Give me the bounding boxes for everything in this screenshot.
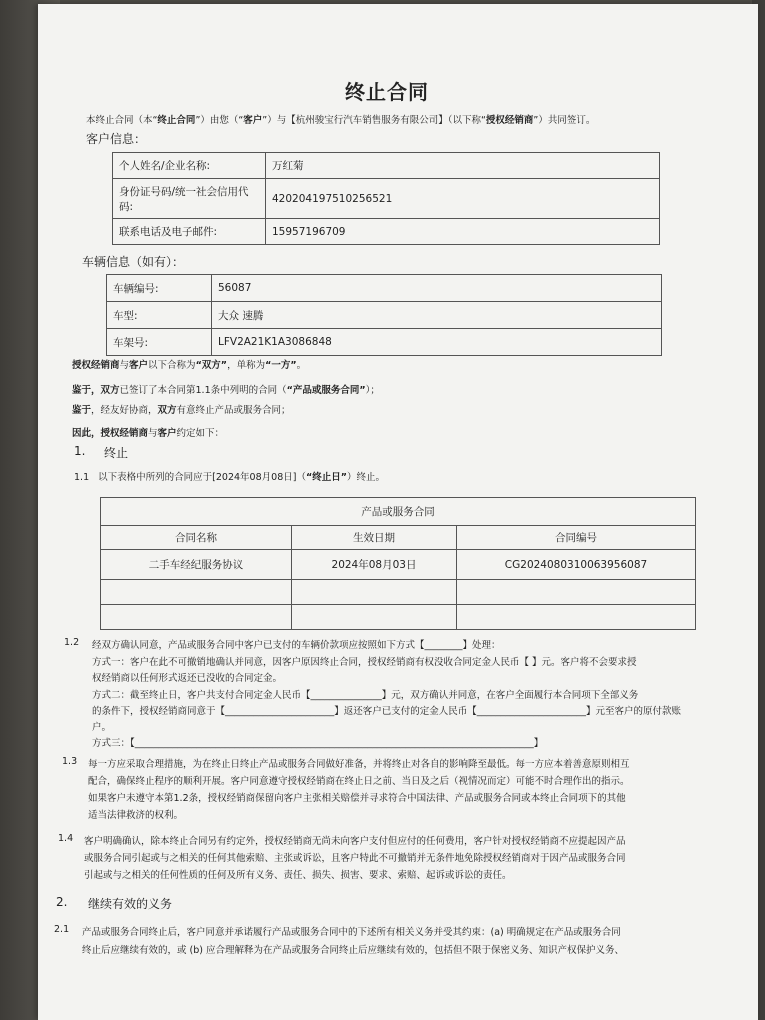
clause-1-3-number: 1.3	[62, 756, 78, 767]
clause-1-2-line: 方式三：【____________________________________________________________________________________】	[92, 738, 544, 749]
contract-name-cell: 二手车经纪服务协议	[101, 550, 292, 580]
clause-2-1-line: 终止后应继续有效的，或 (b) 应合理解释为在产品或服务合同终止后应继续有效的，包括但不限于保密义务、知识产权保护义务、	[82, 945, 624, 956]
contract-table-caption-row	[101, 498, 696, 526]
vehicle-value: LFV2A21K1A3086848	[212, 329, 662, 356]
clause-1-1: 1.1 以下表格中所列的合同应于[2024年08月08日]（“终止日”）终止。	[74, 472, 385, 483]
parties-line-4: 因此，授权经销商与客户约定如下：	[72, 428, 225, 439]
customer-label: 身份证号码/统一社会信用代码:	[113, 179, 266, 219]
contract-name-cell	[101, 605, 292, 630]
clause-1-2-line: 方式一：客户在此不可撤销地确认并同意，因客户原因终止合同，授权经销商有权没收合同定金人民币【 】元。客户将不会要求授	[92, 657, 637, 668]
customer-value: 420204197510256521	[266, 179, 660, 219]
header-effective-date: 生效日期	[292, 526, 457, 550]
header-contract-number: 合同编号	[457, 526, 696, 550]
customer-row	[113, 153, 660, 179]
vehicle-heading: 车辆信息（如有）：	[82, 255, 185, 269]
customer-row	[113, 179, 660, 219]
contract-table-caption: 产品或服务合同	[101, 498, 696, 526]
parties-line-3: 鉴于，经友好协商，双方有意终止产品或服务合同；	[72, 405, 291, 416]
section-1-heading: 终止	[104, 446, 129, 460]
table-row	[101, 605, 696, 630]
contract-table	[100, 497, 696, 630]
clause-1-2-number: 1.2	[64, 637, 80, 648]
clause-1-2-line: 的条件下，授权经销商同意于【_______________________】返还客户已支付的定金人民币【_______________________】元至客户的原付款账	[92, 706, 682, 717]
parties-line-1: 授权经销商与客户以下合称为“双方”，单称为“一方”。	[72, 360, 307, 371]
table-row	[101, 580, 696, 605]
clause-1-2-line: 经双方确认同意，产品或服务合同中客户已支付的车辆价款项应按照如下方式【________】处理：	[92, 640, 501, 651]
customer-table	[112, 152, 660, 245]
vehicle-value: 大众 速腾	[212, 302, 662, 329]
clause-1-2-line: 权经销商以任何形式返还已没收的合同定金。	[92, 673, 283, 684]
customer-row	[113, 219, 660, 245]
intro-line: 本终止合同（本“终止合同”）由您（“客户”）与【杭州骏宝行汽车销售服务有限公司】（以下称“授权经销商”）共同签订。	[86, 115, 596, 126]
customer-heading: 客户信息：	[86, 132, 147, 146]
clause-1-2-line: 户。	[92, 722, 112, 733]
contract-table-header-row	[101, 526, 696, 550]
contract-number-cell	[457, 580, 696, 605]
clause-1-4-number: 1.4	[58, 833, 74, 844]
customer-label: 联系电话及电子邮件:	[113, 219, 266, 245]
clause-1-3-line: 每一方应采取合理措施，为在终止日终止产品或服务合同做好准备，并将终止对各自的影响降至最低。每一方应本着善意原则相互	[88, 759, 630, 770]
clause-1-2-line: 方式二：截至终止日，客户共支付合同定金人民币【_______________】元，双方确认并同意，在客户全面履行本合同项下全部义务	[92, 690, 639, 701]
clause-2-1-number: 2.1	[54, 924, 70, 935]
effective-date-cell: 2024年08月03日	[292, 550, 457, 580]
header-contract-name: 合同名称	[101, 526, 292, 550]
vehicle-table	[106, 274, 662, 356]
contract-number-cell	[457, 605, 696, 630]
vehicle-value: 56087	[212, 275, 662, 302]
section-2-heading: 继续有效的义务	[88, 897, 173, 911]
section-1-number: 1.	[74, 444, 86, 458]
section-2-number: 2.	[56, 895, 68, 909]
effective-date-cell	[292, 580, 457, 605]
customer-label: 个人姓名/企业名称:	[113, 153, 266, 179]
vehicle-row	[107, 329, 662, 356]
customer-value: 万红菊	[266, 153, 660, 179]
table-row	[101, 550, 696, 580]
clause-1-3-line: 配合，确保终止程序的顺利开展。客户同意遵守授权经销商在终止日之前、当日及之后（视情况而定）可能不时合理作出的指示。	[88, 776, 630, 787]
contract-name-cell	[101, 580, 292, 605]
vehicle-label: 车辆编号:	[107, 275, 212, 302]
page-title: 终止合同	[345, 80, 429, 104]
effective-date-cell	[292, 605, 457, 630]
clause-1-4-line: 引起或与之相关的任何性质的任何及所有义务、责任、损失、损害、要求、索赔、起诉或诉讼的责任。	[84, 870, 512, 881]
contract-number-cell: CG2024080310063956087	[457, 550, 696, 580]
clause-2-1-line: 产品或服务合同终止后，客户同意并承诺履行产品或服务合同中的下述所有相关义务并受其约束：(a) 明确规定在产品或服务合同	[82, 927, 621, 938]
clause-1-3-line: 如果客户未遵守本第1.2条，授权经销商保留向客户主张相关赔偿并寻求符合中国法律、产品或服务合同或本终止合同项下的其他	[88, 793, 626, 804]
customer-value: 15957196709	[266, 219, 660, 245]
vehicle-label: 车架号:	[107, 329, 212, 356]
clause-1-4-line: 或服务合同引起或与之相关的任何其他索赔、主张或诉讼，且客户特此不可撤销并无条件地免除授权经销商对于因产品或服务合同	[84, 853, 626, 864]
vehicle-label: 车型:	[107, 302, 212, 329]
vehicle-row	[107, 302, 662, 329]
vehicle-row	[107, 275, 662, 302]
clause-1-4-line: 客户明确确认，除本终止合同另有约定外，授权经销商无尚未向客户支付但应付的任何费用，客户针对授权经销商不应提起因产品	[84, 836, 626, 847]
document-page	[38, 4, 758, 1020]
clause-1-3-line: 适当法律救济的权利。	[88, 810, 184, 821]
parties-line-2: 鉴于，双方已签订了本合同第1.1条中列明的合同（“产品或服务合同”）；	[72, 385, 380, 396]
